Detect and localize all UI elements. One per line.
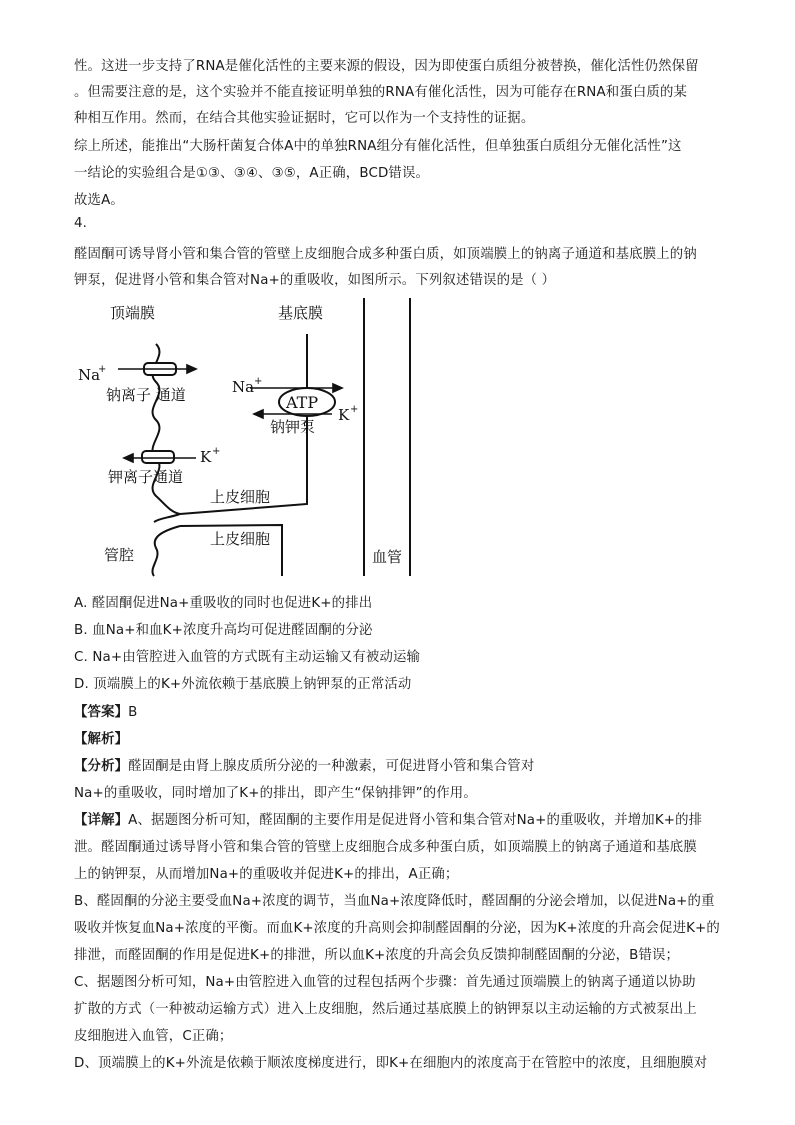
option-a: A. 醛固酮促进Na+重吸收的同时也促进K+的排出	[74, 596, 373, 611]
xiangjie-text: 吸收并恢复血Na+浓度的平衡。而血K+浓度的升高则会抑制醛固酮的分泌，因为K+浓度的升高会促进K+的	[74, 921, 720, 936]
xiangjie-text: C、据题图分析可知，Na+由管腔进入血管的过程包括两个步骤：首先通过顶端膜上的钠离子通道以协助	[74, 975, 696, 990]
blood-vessel-label: 血管	[372, 548, 403, 566]
atp-label: ATP	[286, 393, 319, 412]
na-left-plus: +	[98, 364, 107, 375]
answer-label: 【答案】	[74, 705, 129, 720]
xiangjie-line	[74, 809, 702, 828]
option-d: D. 顶端膜上的K+外流依赖于基底膜上钠钾泵的正常活动	[74, 677, 412, 692]
fenxi-line	[74, 755, 534, 774]
intro-line: 故选A。	[74, 193, 124, 208]
k-pump-label: K	[338, 406, 350, 424]
k-left-plus: +	[212, 446, 221, 457]
answer-line	[74, 701, 138, 720]
na-left-label: Na	[78, 366, 101, 384]
na-pump-plus: +	[254, 376, 263, 387]
basal-membrane-label: 基底膜	[278, 304, 324, 322]
xiangjie-text: 皮细胞进入血管，C正确；	[74, 1029, 233, 1044]
xiangjie-text: 扩散的方式（一种被动运输方式）进入上皮细胞，然后通过基底膜上的钠钾泵以主动运输的方式被泵出上	[74, 1002, 697, 1017]
potassium-channel-label: 钾离子通道	[108, 468, 184, 486]
intro-line: 种相互作用。然而，在结合其他实验证据时，它可以作为一个支持性的证据。	[74, 111, 535, 126]
xiangjie-text: 泄。醛固酮通过诱导肾小管和集合管的管壁上皮细胞合成多种蛋白质，如顶端膜上的钠离子通道和基底膜	[74, 840, 697, 855]
xiangjie-text: 上的钠钾泵，从而增加Na+的重吸收并促进K+的排出，A正确；	[74, 867, 459, 882]
xiangjie-text: 排泄，而醛固酮的作用是促进K+的排泄，所以血K+浓度的升高会负反馈抑制醛固酮的分泌，B错误；	[74, 948, 680, 963]
pump-label: 钠钾泵	[270, 418, 316, 436]
intro-line: 性。这进一步支持了RNA是催化活性的主要来源的假设，因为即使蛋白质组分被替换，催化活性仍然保留	[74, 59, 699, 74]
question-number: 4.	[74, 216, 88, 231]
fenxi-text: 醛固酮是由肾上腺皮质所分泌的一种激素，可促进肾小管和集合管对	[128, 759, 535, 774]
apical-membrane-label: 顶端膜	[110, 304, 156, 322]
epithelial-cell-label: 上皮细胞	[210, 530, 271, 548]
sodium-channel-label: 钠离子 通道	[106, 386, 186, 404]
xiangjie-label: 【详解】	[74, 813, 129, 828]
fenxi-label: 【分析】	[74, 759, 129, 774]
intro-line: 。但需要注意的是，这个实验并不能直接证明单独的RNA有催化活性，因为可能存在RNA和蛋白质的某	[74, 85, 688, 100]
intro-line: 一结论的实验组合是①③、③④、③⑤，A正确，BCD错误。	[74, 166, 430, 181]
analysis-label: 【解析】	[74, 732, 129, 747]
kidney-transport-diagram	[70, 292, 430, 582]
xiangjie-text: D、顶端膜上的K+外流是依赖于顺浓度梯度进行，即K+在细胞内的浓度高于在管腔中的浓度，且细胞膜对	[74, 1056, 708, 1071]
option-b: B. 血Na+和血K+浓度升高均可促进醛固酮的分泌	[74, 623, 373, 638]
na-pump-label: Na	[232, 378, 255, 396]
k-left-label: K	[200, 448, 212, 466]
intro-line: 综上所述，能推出“大肠杆菌复合体A中的单独RNA组分有催化活性，但单独蛋白质组分无催化活性”这	[74, 139, 682, 154]
xiangjie-text: B、醛固酮的分泌主要受血Na+浓度的调节，当血Na+浓度降低时，醛固酮的分泌会增加，以促进Na+的重	[74, 894, 715, 909]
option-c: C. Na+由管腔进入血管的方式既有主动运输又有被动运输	[74, 650, 421, 665]
epithelial-cell-label: 上皮细胞	[210, 488, 271, 506]
k-pump-plus: +	[350, 404, 359, 415]
lumen-label: 管腔	[104, 546, 135, 564]
fenxi-text: Na+的重吸收，同时增加了K+的排出，即产生“保钠排钾”的作用。	[74, 786, 477, 801]
question-stem: 钾泵，促进肾小管和集合管对Na+的重吸收，如图所示。下列叙述错误的是（ ）	[74, 273, 556, 288]
answer-value: B	[128, 705, 138, 720]
xiangjie-text: A、据题图分析可知，醛固酮的主要作用是促进肾小管和集合管对Na+的重吸收，并增加K+的排	[128, 813, 703, 828]
question-stem: 醛固酮可诱导肾小管和集合管的管壁上皮细胞合成多种蛋白质，如顶端膜上的钠离子通道和基底膜上的钠	[74, 247, 697, 262]
